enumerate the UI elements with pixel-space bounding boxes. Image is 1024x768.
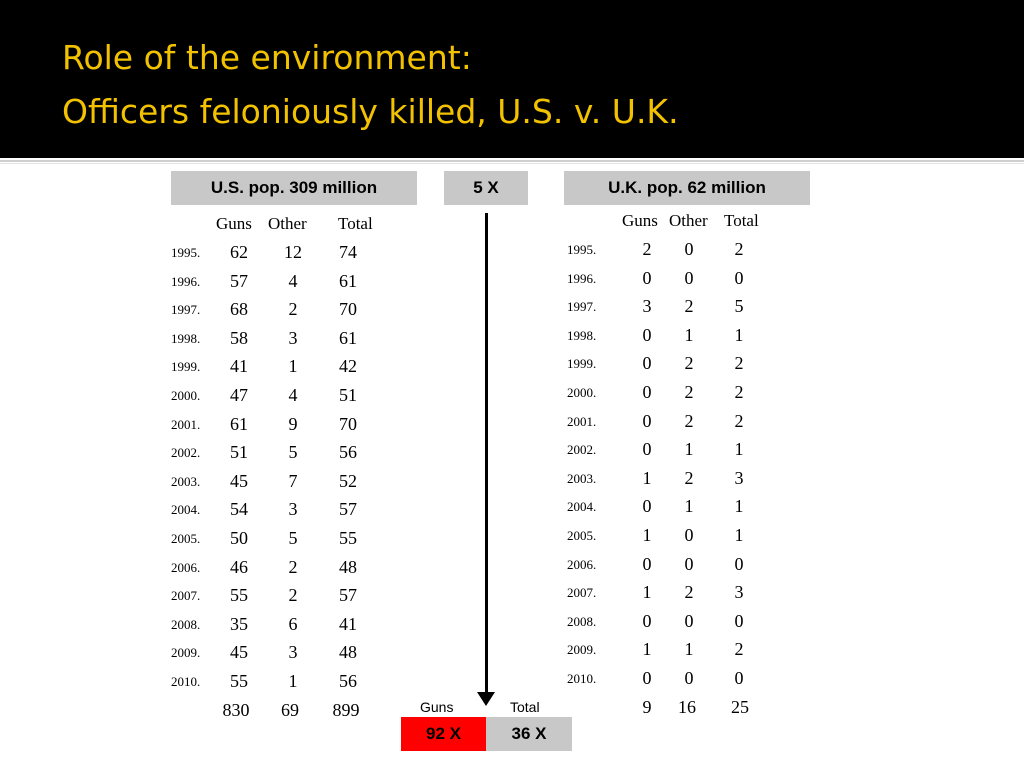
title-divider-thin — [0, 163, 1024, 164]
us-cell-other: 7 — [288, 470, 298, 491]
us-cell-total: 61 — [339, 270, 357, 291]
us-cell-guns: 58 — [230, 327, 248, 348]
top-ratio-label: 5 X — [444, 171, 528, 205]
uk-row-year: 2001. — [567, 413, 597, 429]
us-row-year: 2004. — [171, 502, 201, 518]
us-cell-guns: 54 — [230, 499, 248, 520]
uk-cell-guns: 0 — [642, 324, 652, 345]
us-cell-total: 70 — [339, 413, 357, 434]
guns-ratio-badge: 92 X — [401, 717, 486, 751]
uk-row-year: 2007. — [567, 585, 597, 601]
us-header-total: Total — [338, 214, 373, 233]
us-cell-guns: 45 — [230, 642, 248, 663]
us-cell-other: 1 — [288, 356, 298, 377]
us-cell-total: 56 — [339, 671, 357, 691]
us-cell-other: 5 — [288, 442, 298, 463]
us-row-year: 2006. — [171, 559, 201, 575]
uk-cell-total: 0 — [734, 553, 744, 574]
us-cell-other: 12 — [284, 242, 302, 262]
us-population-label: U.S. pop. 309 million — [171, 171, 417, 205]
arrow-down-icon — [477, 692, 495, 706]
uk-cell-guns: 0 — [642, 496, 652, 517]
us-row-year: 2005. — [171, 531, 201, 546]
uk-cell-total: 0 — [734, 267, 744, 288]
uk-row-year: 2010. — [567, 671, 597, 686]
uk-cell-total: 0 — [734, 610, 744, 631]
uk-cell-guns: 1 — [642, 639, 652, 660]
us-cell-guns: 57 — [230, 270, 248, 291]
us-cell-total: 70 — [339, 299, 357, 320]
us-cell-other: 6 — [288, 613, 298, 634]
us-cell-guns: 68 — [230, 299, 248, 320]
us-row-year: 1998. — [171, 330, 201, 346]
us-row-year: 2008. — [171, 616, 201, 632]
us-cell-total: 48 — [339, 556, 357, 577]
uk-cell-other: 2 — [684, 582, 694, 603]
uk-cell-other: 0 — [684, 239, 694, 259]
uk-cell-other: 2 — [684, 296, 694, 317]
uk-cell-other: 2 — [684, 353, 694, 374]
uk-cell-guns: 1 — [642, 467, 652, 488]
us-cell-guns: 45 — [230, 470, 248, 491]
uk-cell-guns: 0 — [642, 267, 652, 288]
uk-cell-total: 5 — [734, 296, 744, 317]
us-row-year: 2001. — [171, 416, 201, 432]
uk-row-year: 2005. — [567, 528, 597, 543]
us-header-other: Other — [268, 214, 307, 233]
uk-cell-total: 3 — [734, 582, 744, 603]
us-row-year: 1995. — [171, 245, 201, 260]
uk-row-year: 2003. — [567, 470, 597, 486]
uk-cell-total: 0 — [734, 668, 744, 688]
uk-row-year: 1998. — [567, 327, 597, 343]
uk-cell-total: 2 — [734, 410, 744, 431]
uk-header-guns: Guns — [622, 211, 658, 230]
uk-cell-guns: 0 — [642, 410, 652, 431]
uk-row-year: 2002. — [567, 442, 597, 458]
uk-cell-total: 1 — [734, 439, 744, 460]
us-cell-total: 56 — [339, 442, 357, 463]
us-cell-guns: 46 — [230, 556, 248, 577]
uk-row-year: 1999. — [567, 356, 597, 372]
arrow-shaft — [485, 213, 488, 695]
uk-cell-guns: 1 — [642, 582, 652, 603]
uk-row-year: 2009. — [567, 642, 597, 658]
uk-cell-guns: 0 — [642, 382, 652, 402]
us-cell-other: 5 — [288, 528, 298, 548]
uk-cell-total: 2 — [734, 353, 744, 374]
us-cell-other: 9 — [288, 413, 298, 434]
us-total-total: 899 — [332, 699, 360, 720]
us-row-year: 2003. — [171, 473, 201, 489]
uk-cell-guns: 0 — [642, 668, 652, 688]
slide-title-line-1: Role of the environment: — [62, 38, 472, 77]
uk-row-year: 2000. — [567, 385, 597, 400]
title-bar — [0, 0, 1024, 158]
result-total-label: Total — [510, 699, 540, 715]
uk-cell-other: 1 — [684, 639, 694, 660]
us-row-year: 2002. — [171, 445, 201, 461]
uk-cell-total: 3 — [734, 467, 744, 488]
uk-cell-other: 1 — [684, 496, 694, 517]
us-cell-guns: 55 — [230, 671, 248, 691]
us-cell-guns: 50 — [230, 528, 248, 548]
us-cell-other: 2 — [288, 585, 298, 606]
uk-row-year: 1997. — [567, 299, 597, 315]
uk-row-year: 1996. — [567, 270, 597, 286]
uk-cell-guns: 0 — [642, 439, 652, 460]
us-row-year: 1999. — [171, 359, 201, 375]
total-ratio-badge: 36 X — [486, 717, 572, 751]
uk-cell-guns: 0 — [642, 353, 652, 374]
result-guns-label: Guns — [420, 699, 454, 715]
uk-cell-other: 0 — [684, 553, 694, 574]
us-cell-guns: 62 — [230, 242, 248, 262]
us-cell-other: 4 — [288, 385, 298, 405]
us-header-guns: Guns — [216, 214, 252, 233]
uk-cell-other: 2 — [684, 467, 694, 488]
us-cell-total: 42 — [339, 356, 357, 377]
uk-cell-guns: 0 — [642, 553, 652, 574]
us-cell-other: 3 — [288, 642, 298, 663]
uk-row-year: 2004. — [567, 499, 597, 515]
uk-cell-total: 1 — [734, 324, 744, 345]
us-cell-guns: 35 — [230, 613, 248, 634]
uk-cell-total: 2 — [734, 239, 744, 259]
slide-title-line-2: Officers feloniously killed, U.S. v. U.K. — [62, 92, 679, 131]
title-divider — [0, 160, 1024, 162]
uk-row-year: 1995. — [567, 242, 597, 257]
us-row-year: 2000. — [171, 388, 201, 403]
uk-cell-other: 1 — [684, 324, 694, 345]
us-cell-total: 48 — [339, 642, 357, 663]
uk-cell-other: 0 — [684, 525, 694, 545]
us-cell-total: 57 — [339, 499, 357, 520]
uk-cell-guns: 3 — [642, 296, 652, 317]
uk-cell-guns: 1 — [642, 525, 652, 545]
uk-cell-other: 0 — [684, 267, 694, 288]
us-total-other: 69 — [281, 699, 299, 720]
uk-cell-total: 2 — [734, 382, 744, 402]
us-cell-total: 61 — [339, 327, 357, 348]
us-row-year: 1996. — [171, 273, 201, 289]
uk-row-year: 2006. — [567, 556, 597, 572]
uk-cell-other: 2 — [684, 410, 694, 431]
us-cell-total: 52 — [339, 470, 357, 491]
us-cell-other: 2 — [288, 556, 298, 577]
us-cell-other: 1 — [288, 671, 298, 691]
uk-total-other: 16 — [678, 696, 696, 717]
uk-row-year: 2008. — [567, 613, 597, 629]
uk-cell-total: 1 — [734, 496, 744, 517]
uk-population-label: U.K. pop. 62 million — [564, 171, 810, 205]
uk-cell-total: 1 — [734, 525, 744, 545]
us-cell-total: 55 — [339, 528, 357, 548]
uk-cell-other: 0 — [684, 610, 694, 631]
uk-header-other: Other — [669, 211, 708, 230]
us-cell-other: 2 — [288, 299, 298, 320]
us-row-year: 1997. — [171, 302, 201, 318]
uk-cell-guns: 0 — [642, 610, 652, 631]
us-cell-total: 74 — [339, 242, 357, 262]
us-cell-total: 51 — [339, 385, 357, 405]
uk-cell-other: 1 — [684, 439, 694, 460]
uk-total-guns: 9 — [642, 696, 652, 717]
uk-cell-total: 2 — [734, 639, 744, 660]
us-row-year: 2007. — [171, 588, 201, 604]
uk-cell-other: 0 — [684, 668, 694, 688]
us-cell-guns: 61 — [230, 413, 248, 434]
uk-cell-guns: 2 — [642, 239, 652, 259]
us-cell-guns: 55 — [230, 585, 248, 606]
us-cell-other: 4 — [288, 270, 298, 291]
us-cell-other: 3 — [288, 327, 298, 348]
us-cell-other: 3 — [288, 499, 298, 520]
us-cell-total: 57 — [339, 585, 357, 606]
uk-cell-other: 2 — [684, 382, 694, 402]
us-cell-guns: 47 — [230, 385, 248, 405]
us-row-year: 2010. — [171, 674, 201, 689]
us-row-year: 2009. — [171, 645, 201, 661]
uk-header-total: Total — [724, 211, 759, 230]
us-total-guns: 830 — [222, 699, 250, 720]
us-cell-total: 41 — [339, 613, 357, 634]
us-cell-guns: 41 — [230, 356, 248, 377]
us-cell-guns: 51 — [230, 442, 248, 463]
uk-total-total: 25 — [731, 696, 749, 717]
